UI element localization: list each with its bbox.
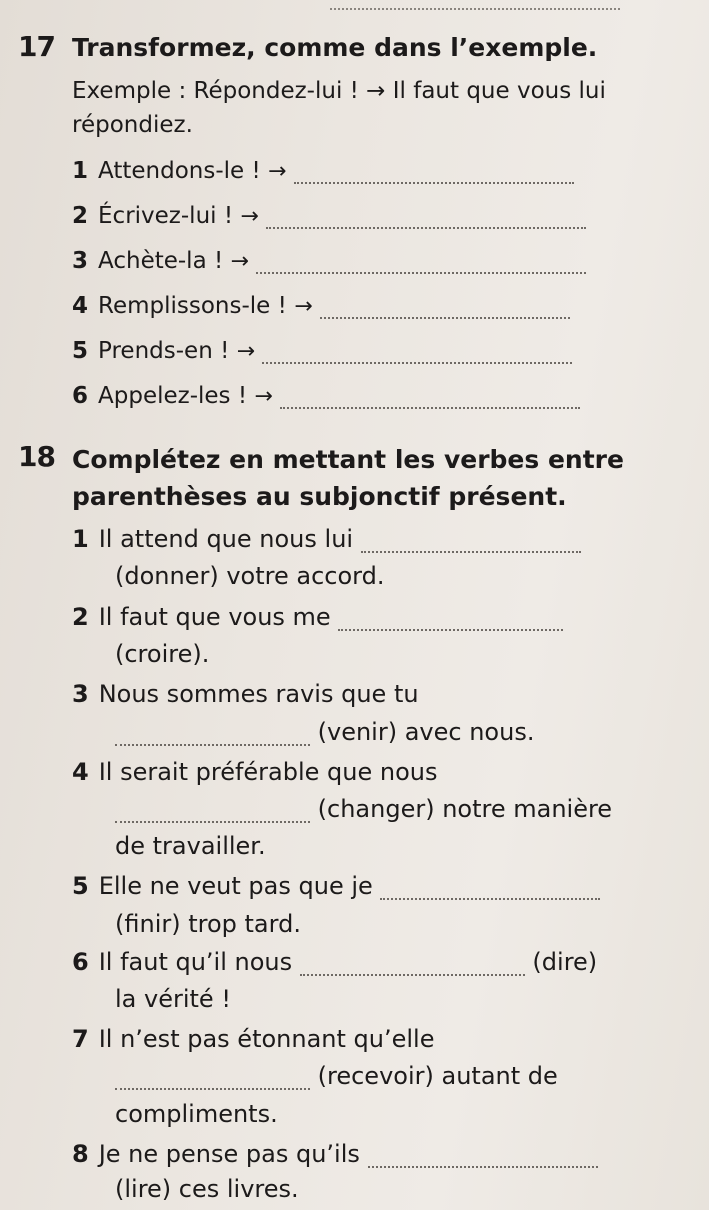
ex18-item-4-continuation-2: de travailler. <box>115 832 266 860</box>
ex18-item-7 <box>72 1025 434 1053</box>
ex18-item-2 <box>72 603 563 631</box>
ex18-item-4 <box>72 758 438 786</box>
ex18-item-5 <box>72 872 600 900</box>
answer-blank[interactable] <box>380 896 600 900</box>
answer-blank[interactable] <box>300 972 525 976</box>
ex18-item-1 <box>72 525 581 553</box>
ex18-item-number: 7 <box>72 1025 89 1053</box>
ex18-item-text: Il faut que vous me <box>98 603 331 631</box>
arrow-icon: → <box>230 249 249 274</box>
ex18-item-number: 8 <box>72 1140 89 1168</box>
ex18-item-number: 3 <box>72 680 89 708</box>
arrow-icon: → <box>294 294 313 319</box>
ex17-item-4 <box>72 293 570 319</box>
ex18-item-2-continuation: (croire). <box>115 640 210 668</box>
ex18-item-7-continuation <box>115 1062 558 1090</box>
ex17-item-number: 4 <box>72 293 89 319</box>
exercise-17-example-line2: répondiez. <box>72 112 193 138</box>
ex18-item-number: 1 <box>72 525 89 553</box>
ex18-item-8-continuation: (lire) ces livres. <box>115 1175 299 1203</box>
ex17-item-text: Appelez-les ! <box>98 383 248 409</box>
exercise-18-title-line1: Complétez en mettant les verbes entre <box>72 445 624 474</box>
exercise-17-title: Transformez, comme dans l’exemple. <box>72 33 598 62</box>
answer-blank[interactable] <box>368 1164 598 1168</box>
ex18-item-text: Il serait préférable que nous <box>98 758 438 786</box>
answer-blank[interactable] <box>361 549 581 553</box>
ex17-item-number: 2 <box>72 203 89 229</box>
ex17-item-number: 3 <box>72 248 89 274</box>
ex17-item-number: 5 <box>72 338 89 364</box>
ex18-item-text: (venir) avec nous. <box>317 718 535 746</box>
ex18-item-text: Elle ne veut pas que je <box>98 872 373 900</box>
arrow-icon: → <box>268 159 287 184</box>
ex18-item-8 <box>72 1140 598 1168</box>
ex17-item-text: Attendons-le ! <box>98 158 261 184</box>
answer-blank[interactable] <box>256 270 586 274</box>
ex17-item-number: 1 <box>72 158 89 184</box>
ex18-item-text: Il faut qu’il nous <box>98 948 293 976</box>
ex18-item-text: (dire) <box>532 948 598 976</box>
ex17-item-2 <box>72 203 586 229</box>
ex18-item-6-continuation: la vérité ! <box>115 985 231 1013</box>
arrow-icon: → <box>240 204 259 229</box>
ex18-item-number: 6 <box>72 948 89 976</box>
answer-blank[interactable] <box>262 360 572 364</box>
ex18-item-4-continuation <box>115 795 612 823</box>
ex17-item-text: Achète-la ! <box>98 248 224 274</box>
answer-blank[interactable] <box>280 405 580 409</box>
arrow-icon: → <box>236 339 256 364</box>
ex18-item-5-continuation: (finir) trop tard. <box>115 910 301 938</box>
answer-blank[interactable] <box>320 315 570 319</box>
ex18-item-text: (changer) notre manière <box>317 795 613 823</box>
ex18-item-text: Nous sommes ravis que tu <box>98 680 419 708</box>
exercise-18-number: 18 <box>18 440 55 473</box>
ex17-item-text: Prends-en ! <box>98 338 230 364</box>
ex18-item-text: (recevoir) autant de <box>317 1062 558 1090</box>
ex17-item-5 <box>72 338 572 364</box>
ex18-item-3-continuation <box>115 718 534 746</box>
ex18-item-3 <box>72 680 419 708</box>
ex17-item-3 <box>72 248 586 274</box>
ex17-item-text: Remplissons-le ! <box>98 293 287 319</box>
arrow-icon: → <box>254 384 273 409</box>
exercise-17-number: 17 <box>18 30 55 63</box>
answer-blank[interactable] <box>115 742 310 746</box>
answer-blank[interactable] <box>294 180 574 184</box>
ex18-item-1-continuation: (donner) votre accord. <box>115 562 385 590</box>
ex18-item-number: 2 <box>72 603 89 631</box>
ex17-item-1 <box>72 158 574 184</box>
top-dotted-line <box>330 8 620 10</box>
ex18-item-7-continuation-2: compliments. <box>115 1100 278 1128</box>
exercise-18-title-line2: parenthèses au subjonctif présent. <box>72 482 567 511</box>
ex17-item-number: 6 <box>72 383 89 409</box>
ex17-item-text: Écrivez-lui ! <box>98 203 234 229</box>
exercise-17-example-line1: Exemple : Répondez-lui ! → Il faut que vous lui <box>72 78 606 104</box>
answer-blank[interactable] <box>338 627 563 631</box>
ex17-item-6 <box>72 383 580 409</box>
ex18-item-6 <box>72 948 597 976</box>
answer-blank[interactable] <box>115 819 310 823</box>
ex18-item-text: Il n’est pas étonnant qu’elle <box>98 1025 435 1053</box>
ex18-item-text: Il attend que nous lui <box>98 525 354 553</box>
answer-blank[interactable] <box>266 225 586 229</box>
ex18-item-number: 4 <box>72 758 89 786</box>
ex18-item-number: 5 <box>72 872 89 900</box>
answer-blank[interactable] <box>115 1086 310 1090</box>
ex18-item-text: Je ne pense pas qu’ils <box>98 1140 360 1168</box>
